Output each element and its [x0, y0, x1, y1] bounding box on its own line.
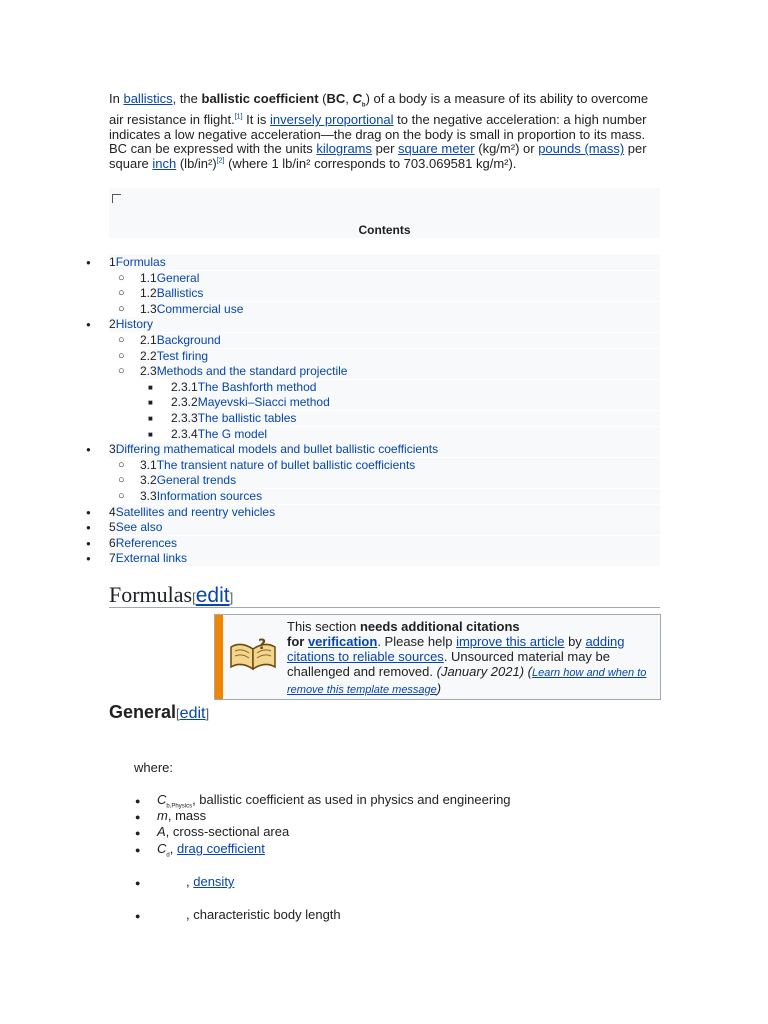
toc-entry	[109, 442, 438, 457]
bullet-icon: ●	[86, 554, 91, 563]
toc-row-background	[140, 271, 660, 286]
notice-text-part: (	[524, 664, 533, 679]
toc-link[interactable]: Formulas	[115, 255, 166, 269]
var-desc: ,	[169, 841, 177, 856]
toc-number: 5	[109, 520, 116, 534]
intro-text: per square	[109, 141, 647, 171]
bullet-icon: ●	[86, 539, 91, 548]
bullet-icon: ○	[118, 303, 125, 315]
toc-header	[109, 188, 660, 238]
toc-link[interactable]: External links	[115, 551, 188, 565]
toc-item	[0, 473, 768, 488]
toc-entry	[109, 551, 187, 566]
bullet-icon: ○	[118, 334, 125, 346]
toc-number: 3	[109, 442, 116, 456]
toc-item	[0, 333, 768, 348]
toc-number: 1.3	[140, 302, 157, 316]
toc-entry	[109, 505, 275, 520]
toc-link[interactable]: General	[156, 271, 200, 285]
toc-number: 2	[109, 317, 116, 331]
kilograms-link[interactable]: kilograms	[316, 141, 373, 157]
bullet-icon: ●	[86, 320, 91, 329]
verification-link[interactable]: verification	[307, 634, 378, 649]
toc-number: 7	[109, 551, 116, 565]
toc-link[interactable]: History	[115, 317, 154, 331]
bullet-icon: ●	[86, 508, 91, 517]
abbr-bold: BC	[326, 91, 346, 106]
intro-text: to the negative acceleration: a high number indicates a low negative acceleration—the drag on the body is small in proportion to its mass. BC can be expressed with the units	[109, 112, 647, 157]
toc-link[interactable]: Mayevski–Siacci method	[197, 395, 330, 409]
toc-row-background	[140, 286, 660, 301]
toc-entry	[140, 349, 208, 364]
toc-item	[0, 349, 768, 364]
term-bold: ballistic coefficient	[201, 91, 319, 106]
inversely-proportional-link[interactable]: inversely proportional	[269, 112, 394, 128]
where-label: where:	[134, 760, 174, 775]
toc-entry	[109, 317, 153, 332]
formulas-heading	[109, 582, 233, 608]
toc-number: 6	[109, 536, 116, 550]
toc-entry	[171, 395, 330, 410]
var-sub: d	[166, 852, 170, 859]
intro-text: (where 1 lb/in² corresponds to 703.069581 kg/m²).	[224, 155, 517, 171]
toc-item	[0, 427, 768, 442]
bullet-icon: ●	[135, 911, 141, 921]
intro-text: ,	[345, 91, 353, 106]
toc-link[interactable]: Ballistics	[156, 286, 204, 300]
toc-link[interactable]: Test firing	[156, 349, 209, 363]
toc-entry	[140, 271, 199, 286]
var-desc: , mass	[167, 808, 207, 823]
toc-title: Contents	[358, 223, 411, 237]
toc-row-background	[109, 317, 660, 332]
var-symbol: C	[157, 792, 167, 807]
bullet-icon: ○	[118, 459, 125, 471]
toc-row-background	[109, 520, 660, 535]
general-edit-link[interactable]: edit	[179, 705, 206, 722]
toc-number: 2.3.4	[171, 427, 198, 441]
bullet-icon: ●	[135, 828, 141, 838]
toc-entry	[140, 302, 243, 317]
var-symbol: C	[157, 841, 167, 856]
toc-number: 2.3	[140, 364, 157, 378]
var-symbol: A	[157, 824, 166, 839]
notice-text-part: . Please help	[377, 634, 457, 649]
toc-item	[0, 271, 768, 286]
var-desc: , cross-sectional area	[165, 824, 290, 839]
toc-item	[0, 458, 768, 473]
list-item	[186, 907, 341, 922]
drag-coefficient-link[interactable]: drag coefficient	[176, 841, 265, 856]
bullet-icon: ○	[118, 272, 125, 284]
notice-text-part: by	[564, 634, 586, 649]
edit-bracket: ]	[229, 590, 234, 605]
notice-text-part: )	[436, 681, 442, 696]
reference-1-link[interactable]: [1]	[234, 113, 243, 121]
bullet-icon: ■	[148, 398, 153, 407]
toc-link[interactable]: The ballistic tables	[197, 411, 297, 425]
svg-text:?: ?	[258, 637, 267, 653]
improve-article-link[interactable]: improve this article	[456, 634, 565, 649]
toc-link[interactable]: References	[115, 536, 178, 550]
notice-bold: for	[287, 634, 308, 649]
square-meter-link[interactable]: square meter	[398, 141, 475, 157]
toc-item	[0, 536, 768, 551]
density-link[interactable]: density	[193, 874, 235, 889]
toc-item	[0, 505, 768, 520]
notice-stripe	[215, 615, 223, 699]
toc-item	[0, 380, 768, 395]
adding-citations-link[interactable]: adding citations to reliable sources	[287, 634, 625, 664]
toc-entry	[171, 411, 296, 426]
toc-entry	[140, 458, 415, 473]
toc-entry	[171, 427, 267, 442]
bullet-icon: ○	[118, 365, 125, 377]
toc-item	[0, 317, 768, 332]
intro-text: It is	[242, 112, 270, 128]
toc-link[interactable]: Satellites and reentry vehicles	[115, 505, 276, 519]
toc-number: 1	[109, 255, 116, 269]
toc-item	[0, 551, 768, 566]
toc-number: 1.2	[140, 286, 157, 300]
toc-row-background	[140, 349, 660, 364]
heading-divider	[109, 607, 660, 608]
bullet-icon: ■	[148, 383, 153, 392]
bullet-icon: ○	[118, 490, 125, 502]
toc-toggle-checkbox-icon[interactable]	[112, 194, 121, 203]
toc-link[interactable]: The G model	[197, 427, 268, 441]
toc-link[interactable]: Information sources	[156, 489, 263, 503]
intro-text: (	[318, 91, 327, 106]
toc-link[interactable]: The Bashforth method	[197, 380, 317, 394]
intro-text: per	[372, 141, 399, 157]
notice-bold: needs additional citations	[359, 619, 520, 634]
formulas-heading-text: Formulas	[109, 582, 193, 607]
bullet-icon: ●	[135, 878, 141, 888]
bullet-icon: ●	[86, 523, 91, 532]
symbol: C	[352, 91, 362, 106]
list-item	[157, 841, 265, 859]
notice-date: (January 2021)	[436, 664, 525, 679]
inch-link[interactable]: inch	[152, 155, 177, 171]
toc-row-background	[109, 255, 660, 270]
bullet-icon: ●	[135, 796, 141, 806]
toc-link[interactable]: The transient nature of bullet ballistic coefficients	[156, 458, 416, 472]
reference-2-link[interactable]: [2]	[216, 157, 225, 165]
var-symbol: m	[157, 808, 168, 823]
notice-text	[287, 619, 653, 698]
intro-text: (lb/in²)	[176, 155, 217, 171]
toc-link[interactable]: Commercial use	[156, 302, 244, 316]
toc-entry	[140, 473, 236, 488]
toc-row-background	[109, 536, 660, 551]
bullet-icon: ■	[148, 430, 153, 439]
var-desc: ,	[186, 874, 194, 889]
list-item	[186, 874, 234, 889]
toc-entry	[140, 286, 203, 301]
toc-number: 3.1	[140, 458, 157, 472]
formulas-edit-link[interactable]: edit	[195, 584, 230, 607]
toc-link[interactable]: General trends	[156, 473, 237, 487]
general-heading	[109, 702, 209, 723]
toc-number: 4	[109, 505, 116, 519]
book-question-icon	[229, 637, 277, 674]
var-sub: b,Physics	[166, 803, 193, 810]
ballistics-link[interactable]: ballistics	[123, 91, 173, 106]
pounds-mass-link[interactable]: pounds (mass)	[538, 141, 625, 157]
list-item	[157, 792, 511, 810]
bullet-icon: ○	[118, 474, 125, 486]
symbol-sub: b	[361, 102, 366, 109]
toc-number: 3.3	[140, 489, 157, 503]
toc-number: 2.2	[140, 349, 157, 363]
list-item	[157, 808, 206, 823]
toc-number: 1.1	[140, 271, 157, 285]
toc-entry	[109, 255, 166, 270]
bullet-icon: ○	[118, 350, 125, 362]
toc-entry	[109, 536, 177, 551]
intro-text: , the	[172, 91, 202, 106]
edit-bracket: ]	[205, 706, 210, 721]
toc-number: 2.3.2	[171, 395, 198, 409]
intro-text: ) of a body is a measure of its ability to overcome air resistance in flight.	[109, 91, 649, 128]
toc-item	[0, 364, 768, 379]
intro-text: (kg/m²) or	[474, 141, 539, 157]
bullet-icon: ○	[118, 287, 125, 299]
toc-item	[0, 489, 768, 504]
toc-item	[0, 411, 768, 426]
toc-number: 2.3.1	[171, 380, 198, 394]
toc-item	[0, 286, 768, 301]
var-desc: , ballistic coefficient as used in physics and engineering	[192, 792, 511, 807]
intro-paragraph	[109, 92, 661, 172]
citation-needed-notice	[214, 614, 661, 700]
notice-text-part: . Unsourced material may be challenged and removed.	[287, 649, 610, 679]
toc-number: 2.3.3	[171, 411, 198, 425]
bullet-icon: ●	[86, 258, 91, 267]
toc-entry	[140, 489, 262, 504]
toc-entry	[109, 520, 162, 535]
toc-entry	[140, 333, 221, 348]
toc-entry	[140, 364, 347, 379]
bullet-icon: ●	[86, 445, 91, 454]
bullet-icon: ●	[135, 812, 141, 822]
toc-entry	[171, 380, 316, 395]
toc-row-background	[109, 551, 660, 566]
list-item	[157, 824, 289, 839]
edit-bracket: [	[176, 706, 180, 721]
general-heading-text: General	[109, 702, 177, 722]
bullet-icon: ■	[148, 414, 153, 423]
bullet-icon: ●	[135, 845, 141, 855]
edit-bracket: [	[192, 590, 196, 605]
toc-link[interactable]: Differing mathematical models and bullet ballistic coefficients	[115, 442, 439, 456]
toc-item	[0, 395, 768, 410]
toc-number: 3.2	[140, 473, 157, 487]
learn-how-link[interactable]: Learn how and when to remove this template message	[287, 667, 647, 696]
notice-text-part: This section	[287, 619, 360, 634]
toc-item	[0, 520, 768, 535]
intro-text: In	[109, 91, 124, 106]
toc-item	[0, 255, 768, 270]
toc-number: 2.1	[140, 333, 157, 347]
var-desc: , characteristic body length	[186, 907, 341, 922]
toc-item	[0, 302, 768, 317]
toc-item	[0, 442, 768, 457]
toc-link[interactable]: Background	[156, 333, 221, 347]
toc-link[interactable]: See also	[115, 520, 163, 534]
toc-link[interactable]: Methods and the standard projectile	[156, 364, 348, 378]
